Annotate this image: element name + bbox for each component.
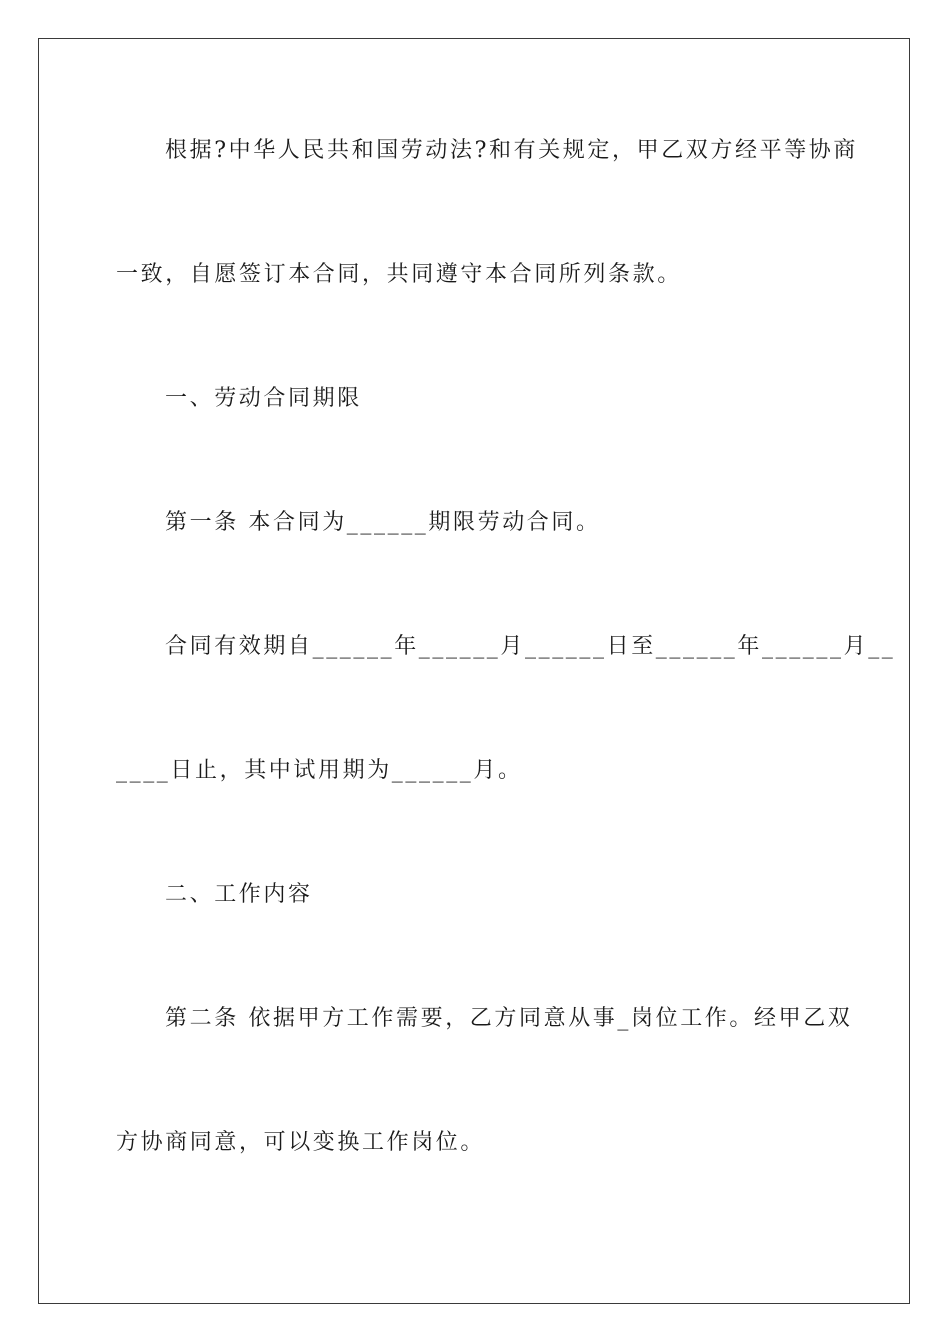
article-2-line-1: 第二条 依据甲方工作需要，乙方同意从事_岗位工作。经甲乙双 — [165, 1006, 853, 1031]
contract-term-line-2: ____日止，其中试用期为______月。 — [116, 758, 523, 783]
section-heading-work: 二、工作内容 — [165, 882, 313, 907]
preamble-line-2: 一致，自愿签订本合同，共同遵守本合同所列条款。 — [116, 262, 682, 287]
contract-term-line-1: 合同有效期自______年______月______日至______年______月__ — [165, 634, 896, 659]
page-border — [38, 38, 910, 1304]
article-1: 第一条 本合同为______期限劳动合同。 — [165, 510, 601, 535]
preamble-line-1: 根据?中华人民共和国劳动法?和有关规定，甲乙双方经平等协商 — [165, 138, 858, 163]
section-heading-term: 一、劳动合同期限 — [165, 386, 362, 411]
article-2-line-2: 方协商同意，可以变换工作岗位。 — [116, 1130, 486, 1155]
